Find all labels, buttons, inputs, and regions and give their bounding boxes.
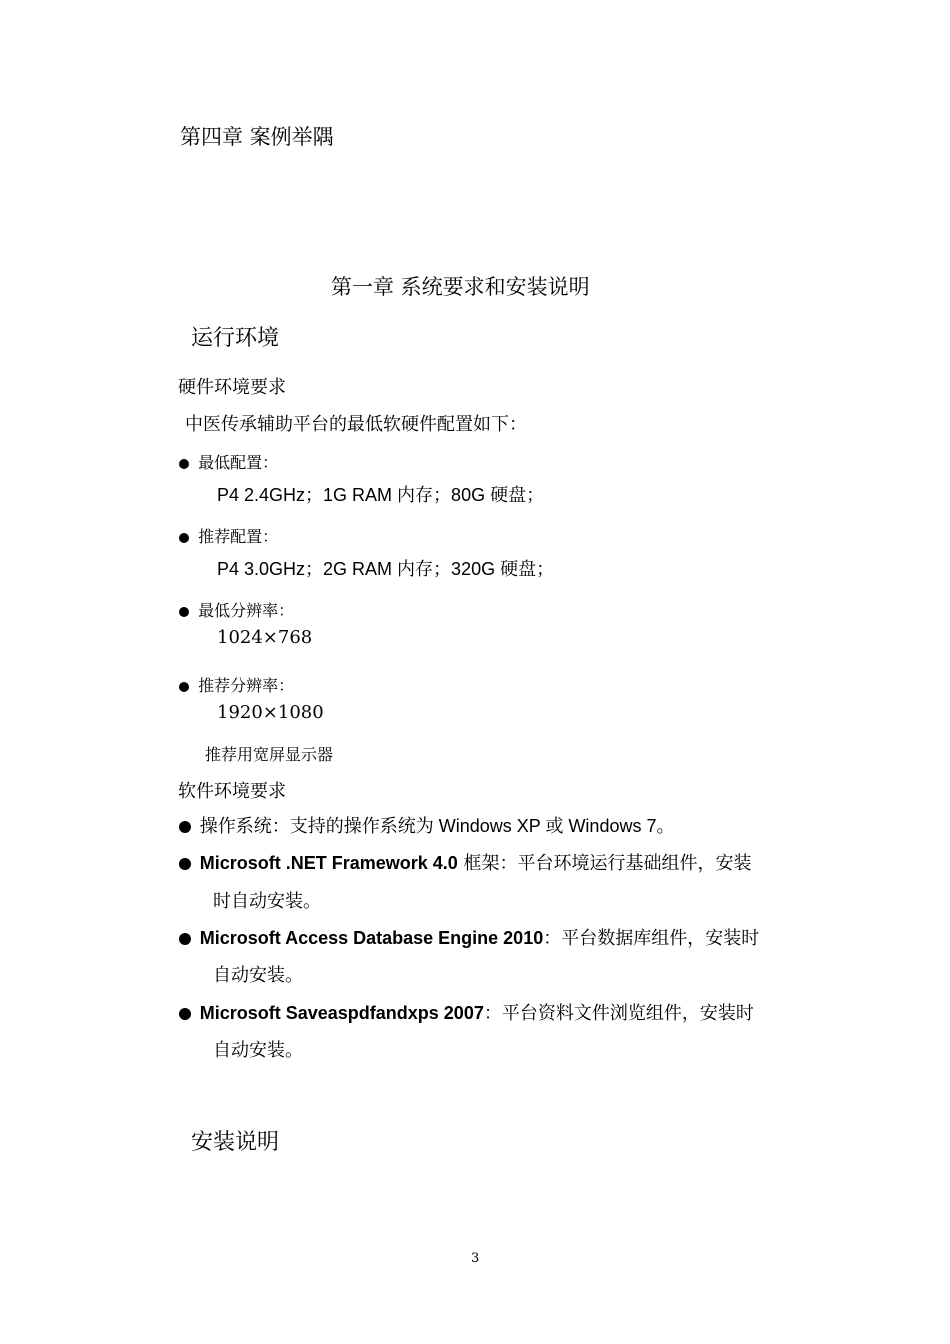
display-note: 推荐用宽屏显示器 [205, 745, 334, 764]
bullet-icon [179, 1008, 191, 1020]
hw-item-label: 最低配置： [198, 453, 279, 472]
bullet-icon [179, 933, 191, 945]
software-heading: 软件环境要求 [178, 781, 286, 802]
sw-item-desc: 框架：平台环境运行基础组件，安装 [457, 853, 752, 874]
page-number: 3 [471, 1251, 480, 1266]
hw-item-value: 1024×768 [217, 627, 313, 648]
hw-item-value: P4 3.0GHz；2G RAM 内存；320G 硬盘； [217, 559, 555, 579]
hw-item-label: 推荐配置： [198, 527, 279, 546]
bullet-icon [179, 858, 191, 870]
sw-item-continuation: 时自动安装。 [213, 891, 321, 912]
hw-item-value: 1920×1080 [217, 702, 324, 723]
hardware-heading: 硬件环境要求 [178, 377, 286, 398]
previous-chapter-line: 第四章 案例举隅 [180, 125, 334, 149]
hardware-intro: 中医传承辅助平台的最低软硬件配置如下： [185, 414, 527, 435]
hw-item-rec-config [179, 524, 278, 547]
sw-item-continuation: 自动安装。 [213, 965, 303, 986]
hw-item-rec-resolution [179, 673, 294, 696]
bullet-icon [179, 821, 191, 833]
bullet-icon [179, 682, 189, 692]
bullet-icon [179, 607, 189, 617]
sw-item-os [179, 812, 674, 838]
hw-item-min-config [179, 450, 278, 473]
sw-item-text: 操作系统：支持的操作系统为 Windows XP 或 Windows 7。 [199, 816, 675, 836]
hw-item-label: 推荐分辨率： [198, 676, 295, 695]
sw-item-desc: ：平台数据库组件，安装时 [543, 928, 760, 949]
sw-item-name: Microsoft Saveaspdfandxps 2007 [199, 1003, 484, 1023]
chapter-title: 第一章 系统要求和安装说明 [331, 275, 590, 299]
sw-item-name: Microsoft Access Database Engine 2010 [199, 928, 544, 948]
sw-item-saveaspdf [179, 999, 754, 1025]
hw-item-min-resolution [179, 598, 294, 621]
sw-item-desc: ：平台资料文件浏览组件，安装时 [483, 1003, 754, 1024]
section-heading-install: 安装说明 [191, 1130, 280, 1155]
sw-item-name: Microsoft .NET Framework 4.0 [199, 853, 458, 873]
bullet-icon [179, 533, 189, 543]
bullet-icon [179, 459, 189, 469]
hw-item-label: 最低分辨率： [198, 601, 295, 620]
sw-item-dotnet [179, 849, 752, 875]
sw-item-access [179, 924, 759, 950]
section-heading-environment: 运行环境 [191, 326, 280, 351]
hw-item-value: P4 2.4GHz；1G RAM 内存；80G 硬盘； [217, 485, 545, 505]
sw-item-continuation: 自动安装。 [213, 1040, 303, 1061]
